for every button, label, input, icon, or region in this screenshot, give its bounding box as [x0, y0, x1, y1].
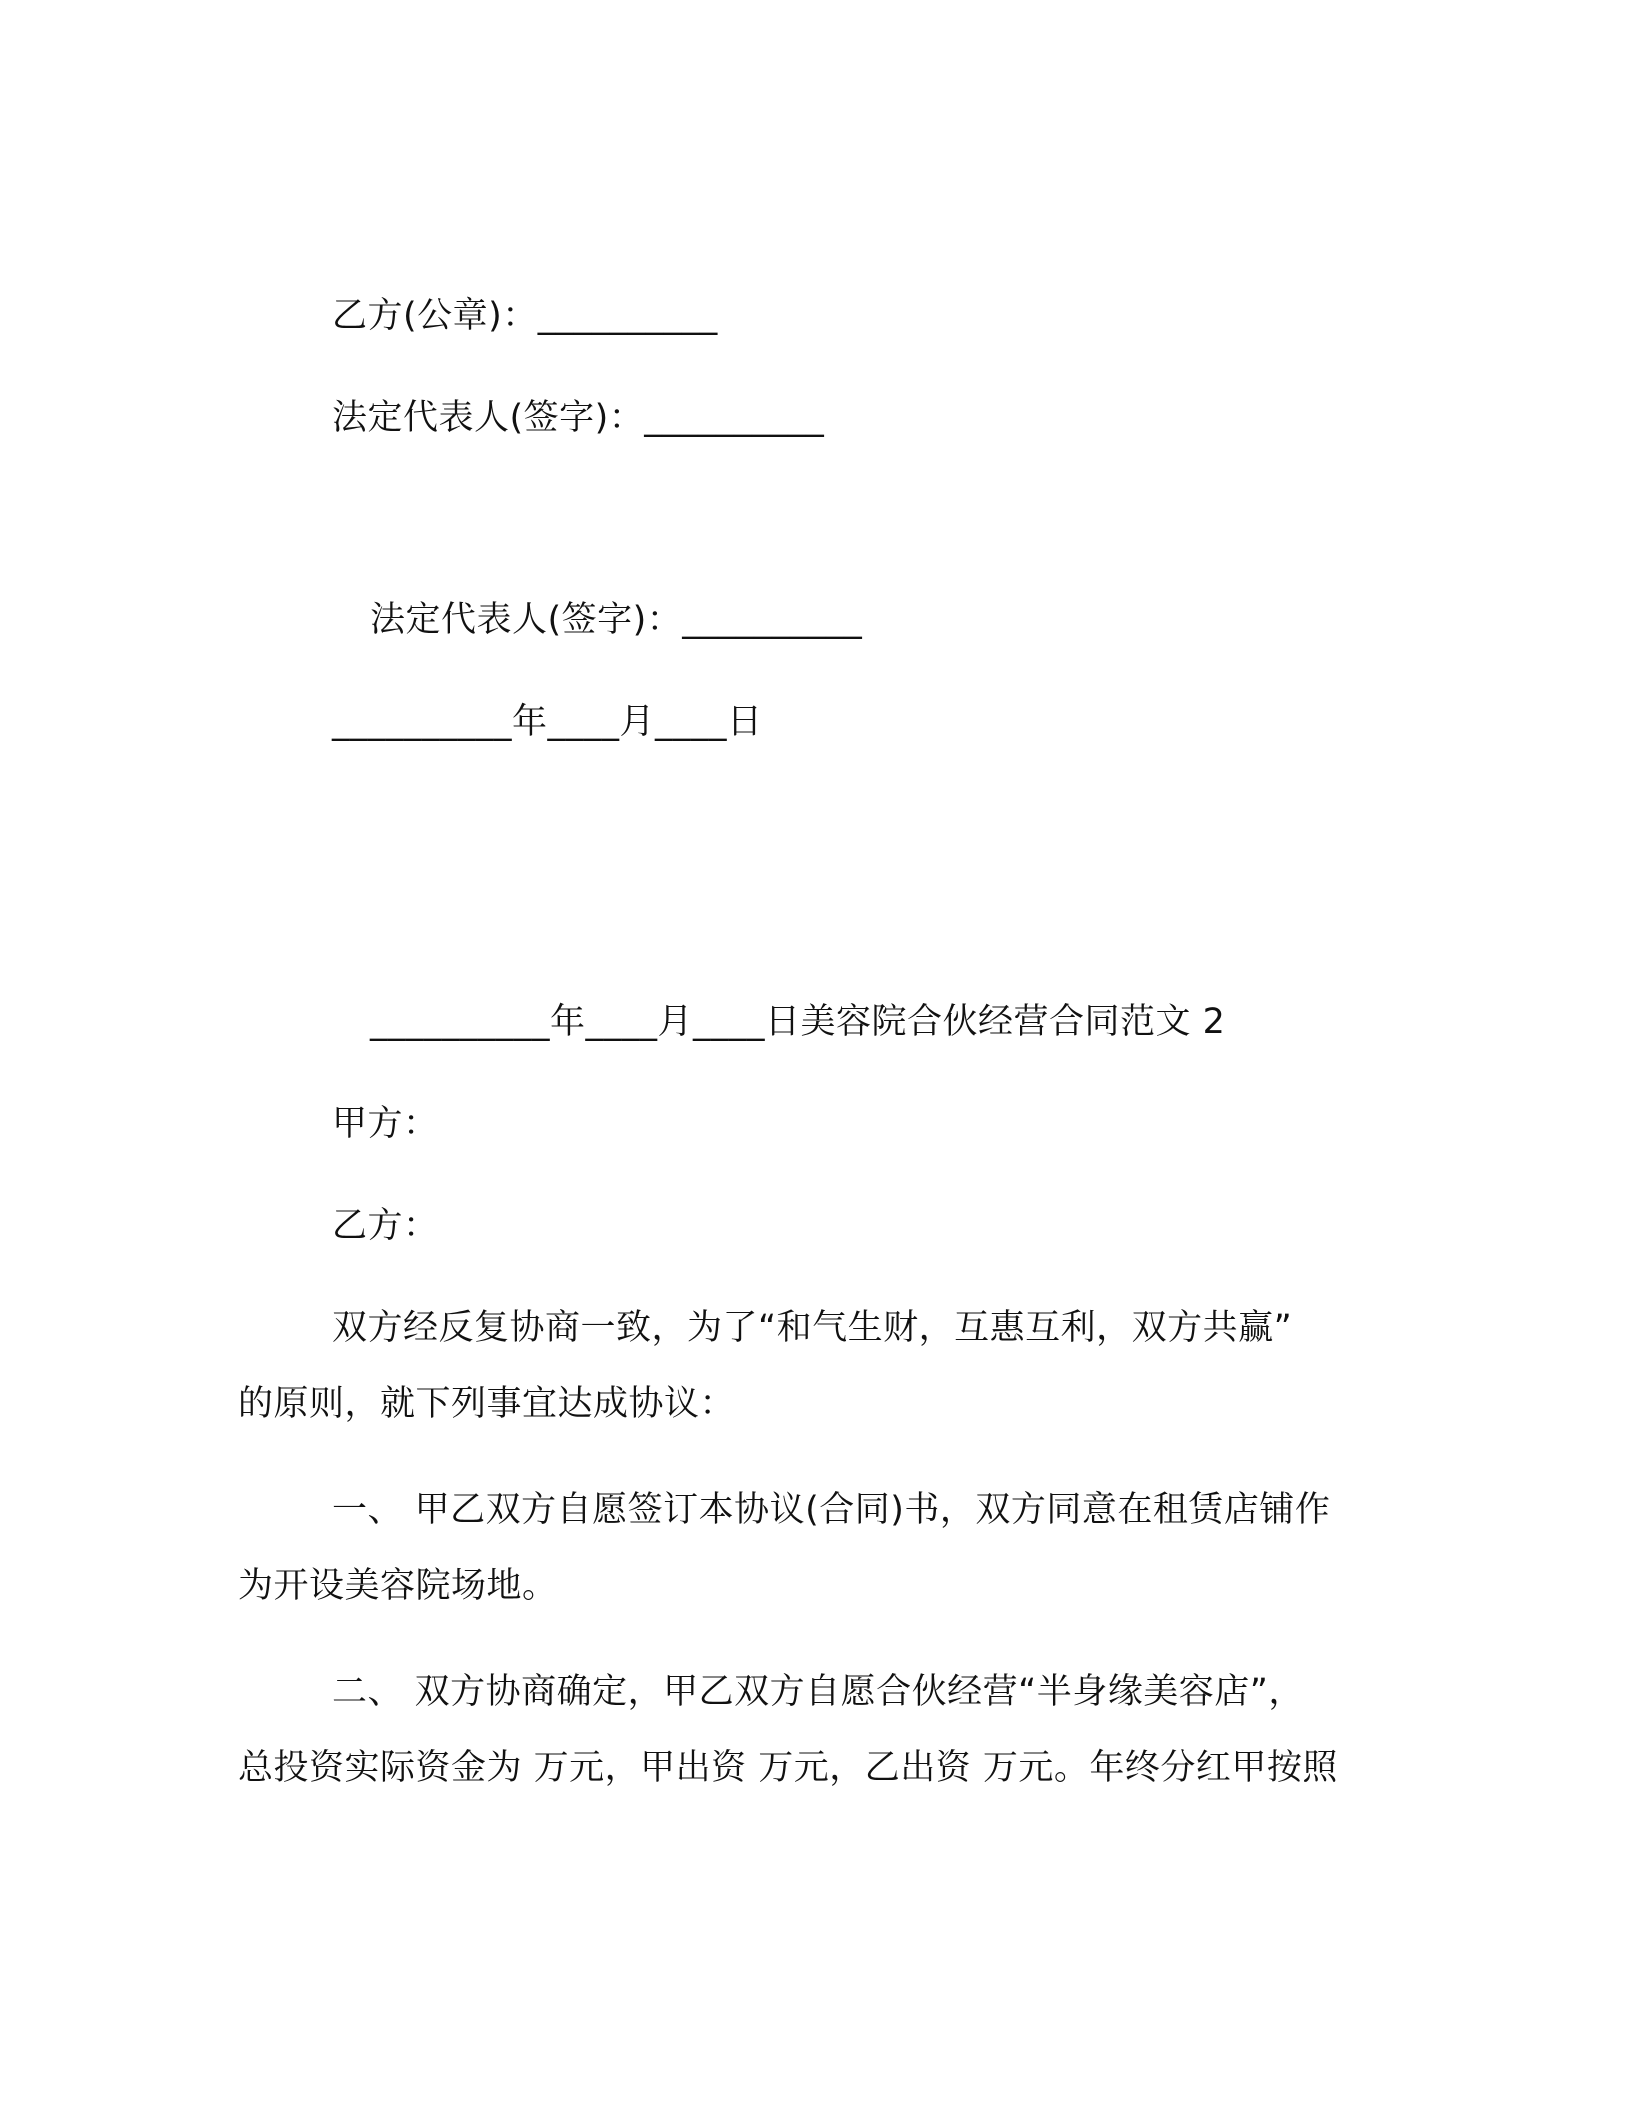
legal-representative-signature-line: 法定代表人(签字)：__________	[332, 398, 825, 438]
legal-representative-signature-line-2: 法定代表人(签字)：__________	[370, 600, 863, 640]
clause-1-line-1: 一、 甲乙双方自愿签订本协议(合同)书，双方同意在租赁店铺作	[332, 1490, 1331, 1530]
party-b-seal-line: 乙方(公章)：__________	[332, 296, 718, 336]
preamble-line-2: 的原则，就下列事宜达成协议：	[238, 1384, 736, 1424]
clause-1-line-2: 为开设美容院场地。	[238, 1566, 558, 1606]
preamble-line-1: 双方经反复协商一致，为了“和气生财，互惠互利，双方共赢”	[332, 1308, 1293, 1348]
party-a-label: 甲方：	[332, 1104, 439, 1144]
party-b-label: 乙方：	[332, 1206, 439, 1246]
contract-title: __________年____月____日美容院合伙经营合同范文 2	[370, 1002, 1226, 1042]
signature-date-line: __________年____月____日	[332, 702, 763, 742]
clause-2-line-1: 二、 双方协商确定，甲乙双方自愿合伙经营“半身缘美容店”，	[332, 1672, 1304, 1712]
clause-2-line-2: 总投资实际资金为 万元，甲出资 万元，乙出资 万元。年终分红甲按照	[238, 1748, 1338, 1788]
